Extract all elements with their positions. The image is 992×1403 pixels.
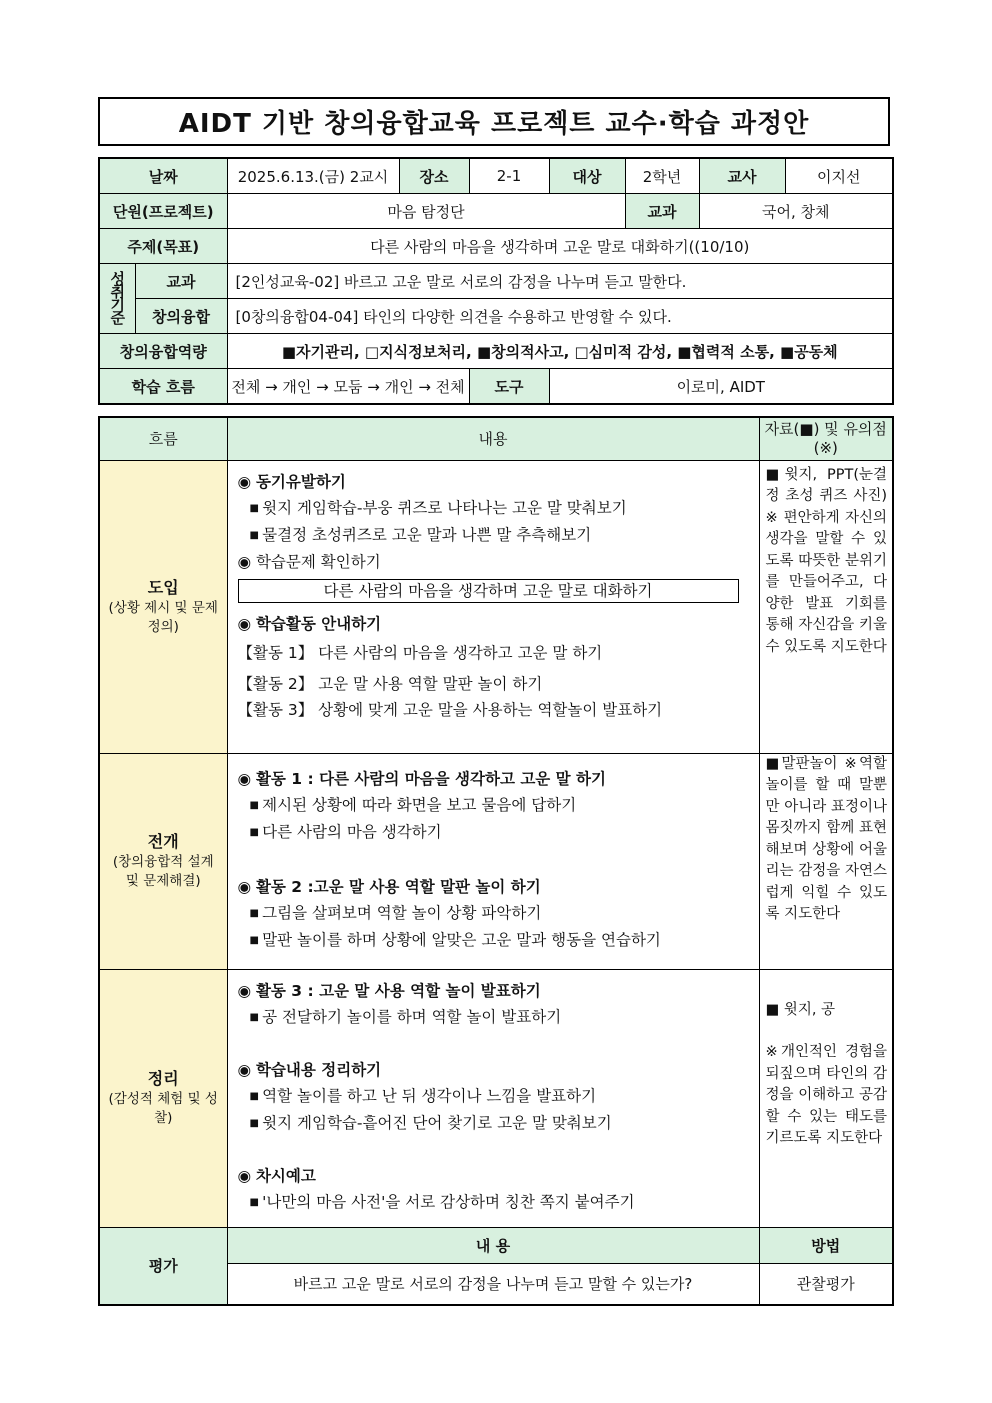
develop-sub: (창의융합적 설계 및 문제해결) xyxy=(112,854,214,889)
flow-value: 전체 → 개인 → 모둠 → 개인 → 전체 xyxy=(227,369,469,405)
intro-stage xyxy=(99,460,227,753)
page-title: AIDT 기반 창의융합교육 프로젝트 교수·학습 과정안 xyxy=(98,97,890,146)
wrap-bullet-2: ■ 역할 놀이를 하고 난 뒤 생각이나 느낌을 발표하기 xyxy=(238,1083,747,1110)
activity-2: 【활동 2】 고운 말 사용 역할 말판 놀이 하기 xyxy=(237,674,543,693)
develop-heading-2: ◉ 활동 2 :고운 말 사용 역할 말판 놀이 하기 xyxy=(238,874,747,900)
learning-goal-box: 다른 사람의 마음을 생각하며 고운 말로 대화하기 xyxy=(238,579,739,603)
wrap-sub: (감성적 체험 및 성찰) xyxy=(108,1091,218,1126)
develop-bullet-2: ■ 다른 사람의 마음 생각하기 xyxy=(238,819,747,846)
wrap-notes-guidance: ※개인적인 경험을 되짚으며 타인의 감정을 이해하고 공감할 수 있는 태도를 기르도록 지도한다 xyxy=(765,1044,887,1146)
col-notes-header: 자료(■) 및 유의점(※) xyxy=(759,417,893,460)
col-flow-header: 흐름 xyxy=(99,417,227,460)
intro-name: 도입 xyxy=(147,577,179,597)
intro-sub: (상황 제시 및 문제 정의) xyxy=(108,599,218,635)
competency-label: 창의융합역량 xyxy=(99,334,227,369)
develop-heading-1: ◉ 활동 1 : 다른 사람의 마음을 생각하고 고운 말 하기 xyxy=(238,766,747,792)
activity-3: 【활동 3】 상황에 맞게 고운 말을 사용하는 역할놀이 발표하기 xyxy=(237,700,663,719)
criteria-subject-value: [2인성교육-02] 바르고 고운 말로 서로의 감정을 나누며 듣고 말한다. xyxy=(227,264,893,299)
topic-label: 주제(목표) xyxy=(99,229,227,264)
wrap-notes xyxy=(759,969,893,1227)
intro-notes: ■윗지, PPT(눈결정 초성 퀴즈 사진) ※ 편안하게 자신의 생각을 말할 수 있도록 따뜻한 분위기를 만들어주고, 다양한 발표 기회를 통해 자신감을 키울 수 있도록 지도한다 xyxy=(759,460,893,753)
intro-bullet-1: ■ 윗지 게임학습-부웅 퀴즈로 나타나는 고운 말 맞춰보기 xyxy=(238,495,747,522)
develop-notes: ■말판놀이 ※역할놀이를 할 때 말뿐만 아니라 표정이나 몸짓까지 함께 표현해보며 상황에 어울리는 감정을 자연스럽게 익힐 수 있도록 지도한다 xyxy=(759,753,893,969)
develop-bullet-1: ■ 제시된 상황에 따라 화면을 보고 물음에 답하기 xyxy=(238,792,747,819)
lesson-table xyxy=(98,416,894,1306)
develop-content xyxy=(227,753,759,969)
tool-value: 이로미, AIDT xyxy=(549,369,893,405)
topic-value: 다른 사람의 마음을 생각하며 고운 말로 대화하기((10/10) xyxy=(227,229,893,264)
develop-bullet-3: ■ 그림을 살펴보며 역할 놀이 상황 파악하기 xyxy=(238,900,747,927)
intro-content xyxy=(227,460,759,753)
activity-1: 【활동 1】 다른 사람의 마음을 생각하고 고운 말 하기 xyxy=(237,643,603,662)
criteria-fusion-label: 창의융합 xyxy=(135,299,227,334)
develop-name: 전개 xyxy=(147,832,179,851)
wrap-bullet-1: ■ 공 전달하기 놀이를 하며 역할 놀이 발표하기 xyxy=(238,1004,747,1031)
develop-bullet-4: ■ 말판 놀이를 하며 상황에 알맞은 고운 말과 행동을 연습하기 xyxy=(238,927,747,954)
wrap-heading-1: ◉ 활동 3 : 고운 말 사용 역할 놀이 발표하기 xyxy=(238,978,747,1004)
target-label: 대상 xyxy=(549,158,625,194)
place-label: 장소 xyxy=(399,158,469,194)
eval-label: 평가 xyxy=(99,1227,227,1305)
subject-label: 교과 xyxy=(625,194,699,229)
intro-heading-3: ◉ 학습활동 안내하기 xyxy=(238,611,747,637)
date-label: 날짜 xyxy=(99,158,227,194)
wrap-name: 정리 xyxy=(147,1069,179,1088)
tool-label: 도구 xyxy=(469,369,549,405)
flow-label: 학습 흐름 xyxy=(99,369,227,405)
criteria-subject-label: 교과 xyxy=(135,264,227,299)
date-value: 2025.6.13.(금) 2교시 xyxy=(227,158,399,194)
col-content-header: 내용 xyxy=(227,417,759,460)
criteria-fusion-value: [0창의융합04-04] 타인의 다양한 의견을 수용하고 반영할 수 있다. xyxy=(227,299,893,334)
criteria-label: 성취기준 xyxy=(99,264,135,334)
competency-value: ■자기관리, □지식정보처리, ■창의적사고, □심미적 감성, ■협력적 소통, ■공동체 xyxy=(227,334,893,369)
wrap-stage xyxy=(99,969,227,1227)
wrap-bullet-4: ■ '나만의 마음 사전'을 서로 감상하며 칭찬 쪽지 붙여주기 xyxy=(238,1189,747,1216)
unit-value: 마음 탐정단 xyxy=(227,194,625,229)
place-value: 2-1 xyxy=(469,158,549,194)
teacher-value: 이지선 xyxy=(785,158,893,194)
develop-stage xyxy=(99,753,227,969)
target-value: 2학년 xyxy=(625,158,699,194)
eval-method-header: 방법 xyxy=(759,1227,893,1263)
wrap-notes-materials: ■ 윗지, 공 xyxy=(765,1001,836,1018)
wrap-bullet-3: ■ 윗지 게임학습-흩어진 단어 찾기로 고운 말 맞춰보기 xyxy=(238,1110,747,1137)
unit-label: 단원(프로젝트) xyxy=(99,194,227,229)
eval-method: 관찰평가 xyxy=(759,1263,893,1305)
eval-content: 바르고 고운 말로 서로의 감정을 나누며 듣고 말할 수 있는가? xyxy=(227,1263,759,1305)
teacher-label: 교사 xyxy=(699,158,785,194)
intro-heading-1: ◉ 동기유발하기 xyxy=(238,469,747,495)
wrap-content xyxy=(227,969,759,1227)
wrap-heading-3: ◉ 차시예고 xyxy=(238,1163,747,1189)
wrap-heading-2: ◉ 학습내용 정리하기 xyxy=(238,1057,747,1083)
subject-value: 국어, 창체 xyxy=(699,194,893,229)
intro-heading-2: ◉ 학습문제 확인하기 xyxy=(238,549,747,575)
intro-bullet-2: ■ 물결정 초성퀴즈로 고운 말과 나쁜 말 추측해보기 xyxy=(238,522,747,549)
info-table xyxy=(98,157,894,405)
eval-content-header: 내 용 xyxy=(227,1227,759,1263)
